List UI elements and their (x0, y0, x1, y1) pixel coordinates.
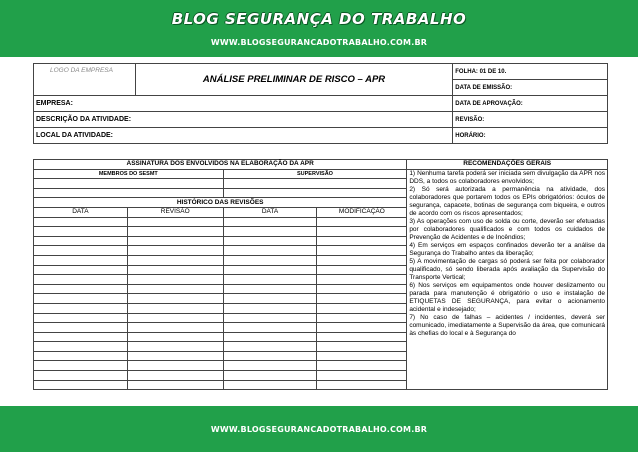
history-cell[interactable] (223, 265, 317, 275)
history-cell[interactable] (127, 313, 223, 323)
history-cell[interactable] (127, 323, 223, 333)
history-cell[interactable] (317, 284, 407, 294)
history-cell[interactable] (223, 284, 317, 294)
history-cell[interactable] (317, 294, 407, 304)
history-cell[interactable] (223, 342, 317, 352)
logo-text: LOGO DA EMPRESA (50, 67, 113, 74)
history-col-modificacao: MODIFICAÇÃO (317, 207, 407, 217)
history-cell[interactable] (127, 265, 223, 275)
history-cell[interactable] (34, 342, 128, 352)
recommendation-item: 7) No caso de falhas – acidentes / incidentes, deverá ser comunicado, imediatamente a Supervisão da área, que comunicará às chefias do local e à Segurança do (409, 313, 605, 337)
history-cell[interactable] (223, 351, 317, 361)
history-cell[interactable] (317, 380, 407, 390)
history-cell[interactable] (223, 236, 317, 246)
history-cell[interactable] (317, 255, 407, 265)
history-cell[interactable] (223, 275, 317, 285)
history-cell[interactable] (317, 313, 407, 323)
history-cell[interactable] (127, 217, 223, 227)
history-cell[interactable] (34, 255, 128, 265)
history-cell[interactable] (317, 332, 407, 342)
history-col-data: DATA (34, 207, 128, 217)
history-cell[interactable] (317, 217, 407, 227)
revisao-field: REVISÃO: (453, 112, 608, 128)
history-cell[interactable] (127, 284, 223, 294)
recommendation-item: 3) As operações com uso de solda ou corte, deverão ser efetuadas por colaboradores qualificados e com todos os cuidados de Prevenção de Acidentes e de Incêndios; (409, 217, 605, 241)
recommendation-item: 2) Só será autorizada a permanência na atividade, dos colaboradores que portarem todos os EPIs obrigatórios: óculos de segurança, capacete, botinas de segurança com biqueira, e outros de acordo com os riscos apresentados; (409, 185, 605, 217)
history-cell[interactable] (317, 351, 407, 361)
history-cell[interactable] (317, 303, 407, 313)
recommendation-item: 4) Em serviços em espaços confinados deverão ter a análise da Segurança do Trabalho antes da liberação; (409, 241, 605, 257)
recommendations-title: RECOMENDAÇÕES GERAIS (407, 160, 608, 170)
history-cell[interactable] (317, 323, 407, 333)
blog-title: BLOG SEGURANÇA DO TRABALHO (171, 10, 467, 28)
history-cell[interactable] (223, 380, 317, 390)
history-cell[interactable] (34, 236, 128, 246)
history-cell[interactable] (34, 371, 128, 381)
history-cell[interactable] (317, 342, 407, 352)
signatures-title: ASSINATURA DOS ENVOLVIDOS NA ELABORAÇÃO DA APR (34, 160, 407, 170)
history-cell[interactable] (127, 275, 223, 285)
local-atividade-field: LOCAL DA ATIVIDADE: (34, 128, 453, 144)
history-cell[interactable] (223, 227, 317, 237)
history-cell[interactable] (34, 217, 128, 227)
signature-cell[interactable] (34, 188, 224, 198)
blog-url[interactable]: WWW.BLOGSEGURANCADOTRABALHO.COM.BR (210, 38, 428, 47)
history-cell[interactable] (34, 380, 128, 390)
history-cell[interactable] (127, 236, 223, 246)
history-cell[interactable] (223, 303, 317, 313)
membros-sesmt-label: MEMBROS DO SESMT (34, 169, 224, 179)
history-cell[interactable] (34, 313, 128, 323)
history-cell[interactable] (34, 303, 128, 313)
history-cell[interactable] (127, 227, 223, 237)
history-cell[interactable] (34, 361, 128, 371)
history-cell[interactable] (127, 342, 223, 352)
logo-placeholder (34, 64, 136, 96)
supervisao-label: SUPERVISÃO (223, 169, 407, 179)
history-cell[interactable] (317, 371, 407, 381)
history-cell[interactable] (317, 275, 407, 285)
top-banner (0, 0, 638, 57)
recommendations-list (407, 169, 608, 390)
history-cell[interactable] (223, 294, 317, 304)
history-cell[interactable] (127, 255, 223, 265)
history-cell[interactable] (127, 351, 223, 361)
data-emissao-field: DATA DE EMISSÃO: (453, 80, 608, 96)
recommendation-item: 1) Nenhuma tarefa poderá ser iniciada sem divulgação da APR nos DDS, a todos os colaboradores envolvidos; (409, 169, 605, 185)
history-cell[interactable] (34, 227, 128, 237)
history-cell[interactable] (34, 275, 128, 285)
history-cell[interactable] (34, 246, 128, 256)
history-cell[interactable] (317, 236, 407, 246)
history-col-data-2: DATA (223, 207, 317, 217)
history-cell[interactable] (223, 332, 317, 342)
history-cell[interactable] (223, 323, 317, 333)
history-cell[interactable] (34, 265, 128, 275)
history-cell[interactable] (127, 246, 223, 256)
history-cell[interactable] (34, 351, 128, 361)
history-cell[interactable] (127, 332, 223, 342)
history-cell[interactable] (223, 246, 317, 256)
history-cell[interactable] (127, 371, 223, 381)
history-cell[interactable] (34, 332, 128, 342)
signature-cell[interactable] (34, 179, 224, 189)
history-cell[interactable] (34, 284, 128, 294)
history-cell[interactable] (127, 380, 223, 390)
history-cell[interactable] (223, 361, 317, 371)
apr-body-table (33, 159, 608, 390)
history-cell[interactable] (127, 294, 223, 304)
history-cell[interactable] (317, 227, 407, 237)
signature-cell[interactable] (223, 188, 407, 198)
footer-url[interactable]: WWW.BLOGSEGURANCADOTRABALHO.COM.BR (210, 425, 428, 434)
history-cell[interactable] (127, 361, 223, 371)
recommendation-item: 6) Nos serviços em equipamentos onde houver deslizamento ou parada para manutenção é obrigatório o uso e instalação de ETIQUETAS DE SEGURANÇA, para evitar o acionamento acidental e indesejado; (409, 281, 605, 313)
recommendation-item: 5) A movimentação de cargas só poderá ser feita por colaborador qualificado, só sendo liberada após avaliação da Supervisão do Transporte Vertical; (409, 257, 605, 281)
history-cell[interactable] (34, 323, 128, 333)
data-aprovacao-field: DATA DE APROVAÇÃO: (453, 96, 608, 112)
history-cell[interactable] (223, 217, 317, 227)
history-title: HISTÓRICO DAS REVISÕES (34, 198, 407, 208)
history-cell[interactable] (34, 294, 128, 304)
history-cell[interactable] (223, 255, 317, 265)
history-cell[interactable] (127, 303, 223, 313)
history-cell[interactable] (317, 265, 407, 275)
apr-header-table (33, 63, 608, 144)
history-cell[interactable] (317, 361, 407, 371)
horario-field: HORÁRIO: (453, 128, 608, 144)
history-col-revisao: REVISÃO (127, 207, 223, 217)
signature-cell[interactable] (223, 179, 407, 189)
document-title: ANÁLISE PRELIMINAR DE RISCO – APR (135, 64, 452, 96)
history-cell[interactable] (223, 313, 317, 323)
history-cell[interactable] (223, 371, 317, 381)
history-cell[interactable] (317, 246, 407, 256)
folha-field: FOLHA: 01 DE 10. (453, 64, 608, 80)
descricao-atividade-field: DESCRIÇÃO DA ATIVIDADE: (34, 112, 453, 128)
empresa-field: EMPRESA: (34, 96, 453, 112)
